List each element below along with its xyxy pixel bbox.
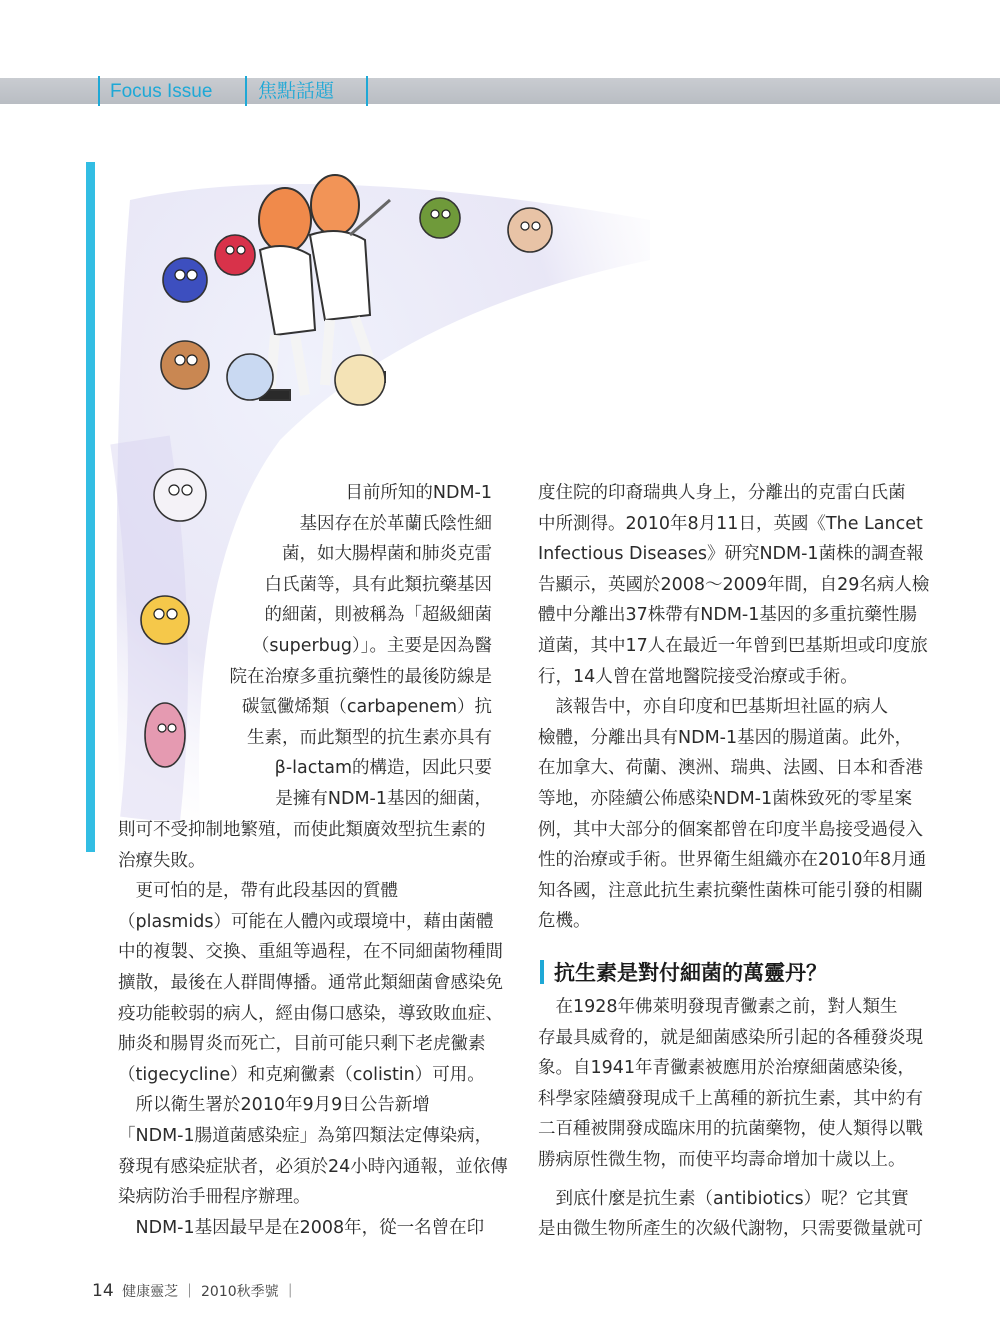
- text-line: 是擁有NDM-1基因的細菌，: [275, 788, 492, 809]
- issue-name: 2010秋季號: [201, 1284, 279, 1300]
- section-heading-text: 抗生素是對付細菌的萬靈丹？: [554, 960, 827, 985]
- text-line: 「NDM-1腸道菌感染症」為第四類法定傳染病，: [118, 1125, 493, 1146]
- text-line: 更可怕的是，帶有此段基因的質體: [118, 881, 398, 902]
- text-line: 所以衛生署於2010年9月9日公告新增: [118, 1095, 430, 1116]
- text-line: 院在治療多重抗藥性的最後防線是: [229, 666, 492, 687]
- text-line: 行，14人曾在當地醫院接受治療或手術。: [538, 666, 858, 687]
- text-line: Infectious Diseases》研究NDM-1菌株的調查報: [538, 544, 924, 565]
- text-line: 危機。: [538, 911, 591, 932]
- header-divider: [366, 76, 368, 106]
- text-line: （plasmids）可能在人體內或環境中，藉由菌體: [118, 911, 494, 932]
- text-line: 二百種被開發成臨床用的抗菌藥物，使人類得以戰: [538, 1119, 923, 1140]
- text-line: 等地，亦陸續公佈感染NDM-1菌株致死的零星案: [538, 788, 913, 809]
- text-line: 知各國，注意此抗生素抗藥性菌株可能引發的相關: [538, 880, 923, 901]
- text-line: 治療失敗。: [118, 850, 206, 871]
- right-column-text: [538, 478, 930, 937]
- text-line: 科學家陸續發現成千上萬種的新抗生素，其中約有: [538, 1088, 923, 1109]
- text-line: 發現有感染症狀者，必須於24小時內通報，並依傳: [118, 1156, 508, 1177]
- text-line: 生素，而此類型的抗生素亦具有: [247, 727, 492, 748]
- left-column-text: [118, 815, 508, 1243]
- text-line: NDM-1基因最早是在2008年，從一名曾在印: [118, 1217, 485, 1238]
- text-line: 疫功能較弱的病人，經由傷口感染，導致敗血症、: [118, 1003, 503, 1024]
- text-line: 體中分離出37株帶有NDM-1基因的多重抗藥性腸: [538, 605, 917, 626]
- header-divider: [245, 76, 247, 106]
- text-line: 度住院的印裔瑞典人身上，分離出的克雷白氏菌: [538, 483, 906, 503]
- text-line: 肺炎和腸胃炎而死亡，目前可能只剩下老虎黴素: [118, 1034, 486, 1055]
- text-line: 到底什麼是抗生素（antibiotics）呢？它其實: [538, 1188, 909, 1209]
- text-line: 中所測得。2010年8月11日，英國《The Lancet: [538, 513, 923, 534]
- footer-divider: ｜: [283, 1284, 298, 1300]
- magazine-name: 健康靈芝: [122, 1284, 179, 1300]
- text-line: 告顯示，英國於2008～2009年間，自29名病人檢: [538, 574, 930, 595]
- text-line: 勝病原性微生物，而使平均壽命增加十歲以上。: [538, 1149, 906, 1170]
- text-line: 存最具威脅的，就是細菌感染所引起的各種發炎現: [538, 1027, 923, 1048]
- text-line: 是由微生物所產生的次級代謝物，只需要微量就可: [538, 1219, 923, 1240]
- page-footer: [92, 1279, 297, 1303]
- text-line: 道菌，其中17人在最近一年曾到巴基斯坦或印度旅: [538, 635, 928, 656]
- text-line: 中的複製、交換、重組等過程，在不同細菌物種間: [118, 942, 503, 963]
- section-title-en: Focus Issue: [110, 81, 213, 102]
- text-line: 性的治療或手術。世界衛生組織亦在2010年8月通: [538, 850, 927, 871]
- text-line: 則可不受抑制地繁殖，而使此類廣效型抗生素的: [118, 820, 486, 840]
- text-line: 菌，如大腸桿菌和肺炎克雷: [282, 544, 492, 565]
- text-line: （superbug）」。主要是因為醫: [251, 635, 492, 656]
- header-divider: [98, 76, 100, 106]
- text-line: 染病防治手冊程序辦理。: [118, 1187, 311, 1208]
- section-heading: [540, 957, 827, 989]
- text-line: 目前所知的NDM-1: [345, 483, 492, 503]
- text-line: 在加拿大、荷蘭、澳洲、瑞典、法國、日本和香港: [538, 758, 923, 779]
- text-line: 檢體，分離出具有NDM-1基因的腸道菌。此外，: [538, 727, 913, 748]
- heading-accent: [540, 960, 544, 984]
- text-line: 象。自1941年青黴素被應用於治療細菌感染後，: [538, 1058, 916, 1079]
- page-number: 14: [92, 1281, 114, 1301]
- text-line: 在1928年佛萊明發現青黴素之前，對人類生: [538, 997, 898, 1017]
- left-wrapped-paragraph: [110, 478, 492, 815]
- text-line: β-lactam的構造，因此只要: [274, 758, 492, 779]
- right-column-text-lower: [538, 992, 923, 1245]
- text-line: 擴散，最後在人群間傳播。通常此類細菌會感染免: [118, 972, 503, 993]
- text-line: 基因存在於革蘭氏陰性細: [299, 513, 492, 534]
- text-line: （tigecycline）和克痢黴素（colistin）可用。: [118, 1064, 485, 1085]
- text-line: 該報告中，亦自印度和巴基斯坦社區的病人: [538, 697, 888, 718]
- text-line: 白氏菌等，具有此類抗藥基因: [264, 574, 492, 595]
- section-title-zh: 焦點話題: [258, 81, 335, 102]
- text-line: 的細菌，則被稱為「超級細菌: [264, 605, 492, 626]
- accent-bar: [86, 162, 95, 852]
- text-line: 例，其中大部分的個案都曾在印度半島接受過侵入: [538, 819, 923, 840]
- text-line: 碳氫黴烯類（carbapenem）抗: [241, 697, 492, 718]
- footer-divider: ｜: [182, 1284, 197, 1300]
